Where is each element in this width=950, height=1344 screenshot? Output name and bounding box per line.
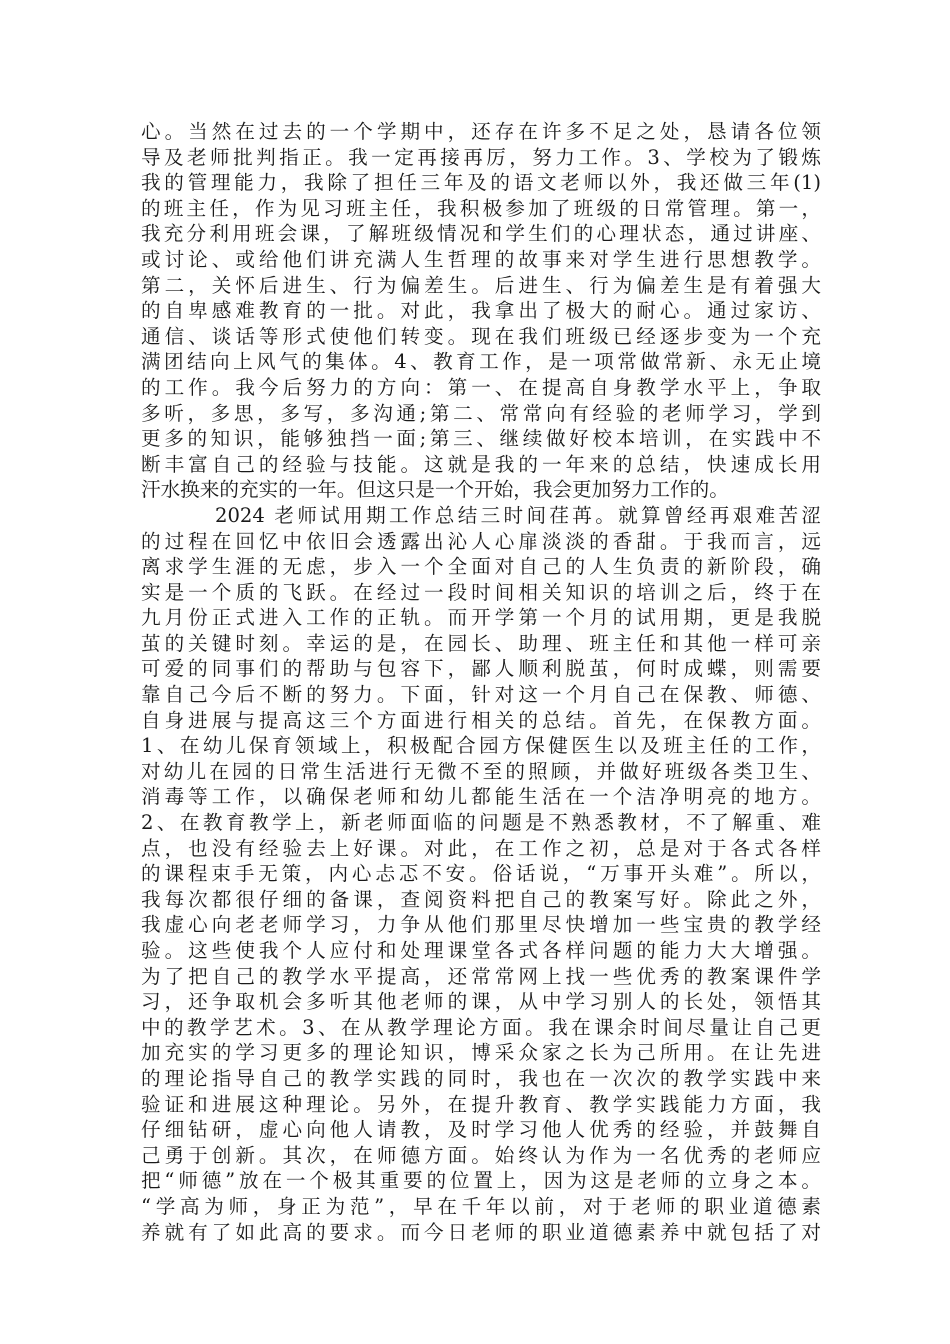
text-line: 或讨论、或给他们讲充满人生哲理的故事来对学生进行思想教学。	[141, 247, 821, 271]
text-line: 我每次都很仔细的备课，查阅资料把自己的教案写好。除此之外，	[141, 887, 821, 911]
text-line: 通信、谈话等形式使他们转变。现在我们班级已经逐步变为一个充	[141, 324, 821, 348]
text-line: 养就有了如此高的要求。而今日老师的职业道德素养中就包括了对	[141, 1220, 821, 1244]
text-line: 可爱的同事们的帮助与包容下，鄙人顺利脱茧，何时成蝶，则需要	[141, 657, 821, 681]
paragraph-first-line: 2024 老师试用期工作总结三时间荏苒。就算曾经再艰难苦涩	[215, 503, 821, 527]
text-line: 实是一个质的飞跃。在经过一段时间相关知识的培训之后，终于在	[141, 580, 821, 604]
text-line: 我的管理能力，我除了担任三年及的语文老师以外，我还做三年(1)	[141, 171, 821, 195]
text-line: 的自卑感难教育的一批。对此，我拿出了极大的耐心。通过家访、	[141, 299, 821, 323]
text-line: 满团结向上风气的集体。4、教育工作，是一项常做常新、永无止境	[141, 350, 821, 374]
text-line: 点，也没有经验去上好课。对此，在工作之初，总是对于各式各样	[141, 836, 821, 860]
text-line: 2、在教育教学上，新老师面临的问题是不熟悉教材，不了解重、难	[141, 811, 821, 835]
text-line: 的理论指导自己的教学实践的同时，我也在一次次的教学实践中来	[141, 1066, 821, 1090]
text-line: 心。当然在过去的一个学期中，还存在许多不足之处，恳请各位领	[141, 120, 821, 143]
text-line: 自身进展与提高这三个方面进行相关的总结。首先，在保教方面。	[141, 708, 821, 732]
text-line: 对幼儿在园的日常生活进行无微不至的照顾，并做好班级各类卫生、	[141, 759, 821, 783]
text-line: 离求学生涯的无虑，步入一个全面对自己的人生负责的新阶段，确	[141, 555, 821, 579]
text-line: 第二，关怀后进生、行为偏差生。后进生、行为偏差生是有着强大	[141, 273, 821, 297]
text-line: “学高为师，身正为范”，早在千年以前，对于老师的职业道德素	[141, 1194, 821, 1218]
text-line: 消毒等工作，以确保老师和幼儿都能生活在一个洁净明亮的地方。	[141, 785, 821, 809]
text-line: 导及老师批判指正。我一定再接再厉，努力工作。3、学校为了锻炼	[141, 145, 821, 169]
text-line: 断丰富自己的经验与技能。这就是我的一年来的总结，快速成长用	[141, 452, 821, 476]
text-line: 的课程束手无策，内心忐忑不安。俗话说，“万事开头难”。所以，	[141, 862, 821, 886]
body-text	[141, 119, 821, 1245]
text-line: 验。这些使我个人应付和处理课堂各式各样问题的能力大大增强。	[141, 939, 821, 962]
text-line: 的工作。我今后努力的方向：第一、在提高自身教学水平上，争取	[141, 375, 821, 399]
text-line: 汗水换来的充实的一年。但这只是一个开始，我会更加努力工作的。	[141, 478, 729, 502]
text-line: 为了把自己的教学水平提高，还常常网上找一些优秀的教案课件学	[141, 964, 821, 988]
text-line: 的班主任，作为见习班主任，我积极参加了班级的日常管理。第一，	[141, 196, 821, 220]
text-line: 茧的关键时刻。幸运的是，在园长、助理、班主任和其他一样可亲	[141, 631, 821, 655]
text-line: 多听，多思，多写，多沟通;第二、常常向有经验的老师学习，学到	[141, 401, 821, 425]
text-line: 验证和进展这种理论。另外，在提升教育、教学实践能力方面，我	[141, 1092, 821, 1116]
text-line: 习，还争取机会多听其他老师的课，从中学习别人的长处，领悟其	[141, 990, 821, 1014]
text-line: 靠自己今后不断的努力。下面，针对这一个月自己在保教、师德、	[141, 683, 821, 707]
text-line: 1、在幼儿保育领域上，积极配合园方保健医生以及班主任的工作，	[141, 734, 821, 758]
text-line: 己勇于创新。其次，在师德方面。始终认为作为一名优秀的老师应	[141, 1143, 821, 1167]
text-line: 的过程在回忆中依旧会透露出沁人心扉淡淡的香甜。于我而言，远	[141, 529, 821, 553]
text-line: 仔细钻研，虚心向他人请教，及时学习他人优秀的经验，并鼓舞自	[141, 1118, 821, 1142]
text-line: 加充实的学习更多的理论知识，博采众家之长为己所用。在让先进	[141, 1041, 821, 1065]
text-line: 更多的知识，能够独挡一面;第三、继续做好校本培训，在实践中不	[141, 427, 821, 451]
text-line: 九月份正式进入工作的正轨。而开学第一个月的试用期，更是我脱	[141, 606, 821, 630]
text-line: 把“师德”放在一个极其重要的位置上，因为这是老师的立身之本。	[141, 1169, 821, 1193]
text-line: 中的教学艺术。3、在从教学理论方面。我在课余时间尽量让自己更	[141, 1015, 821, 1039]
text-line: 我虚心向老老师学习，力争从他们那里尽快增加一些宝贵的教学经	[141, 913, 821, 937]
text-line: 我充分利用班会课，了解班级情况和学生们的心理状态，通过讲座、	[141, 222, 821, 246]
